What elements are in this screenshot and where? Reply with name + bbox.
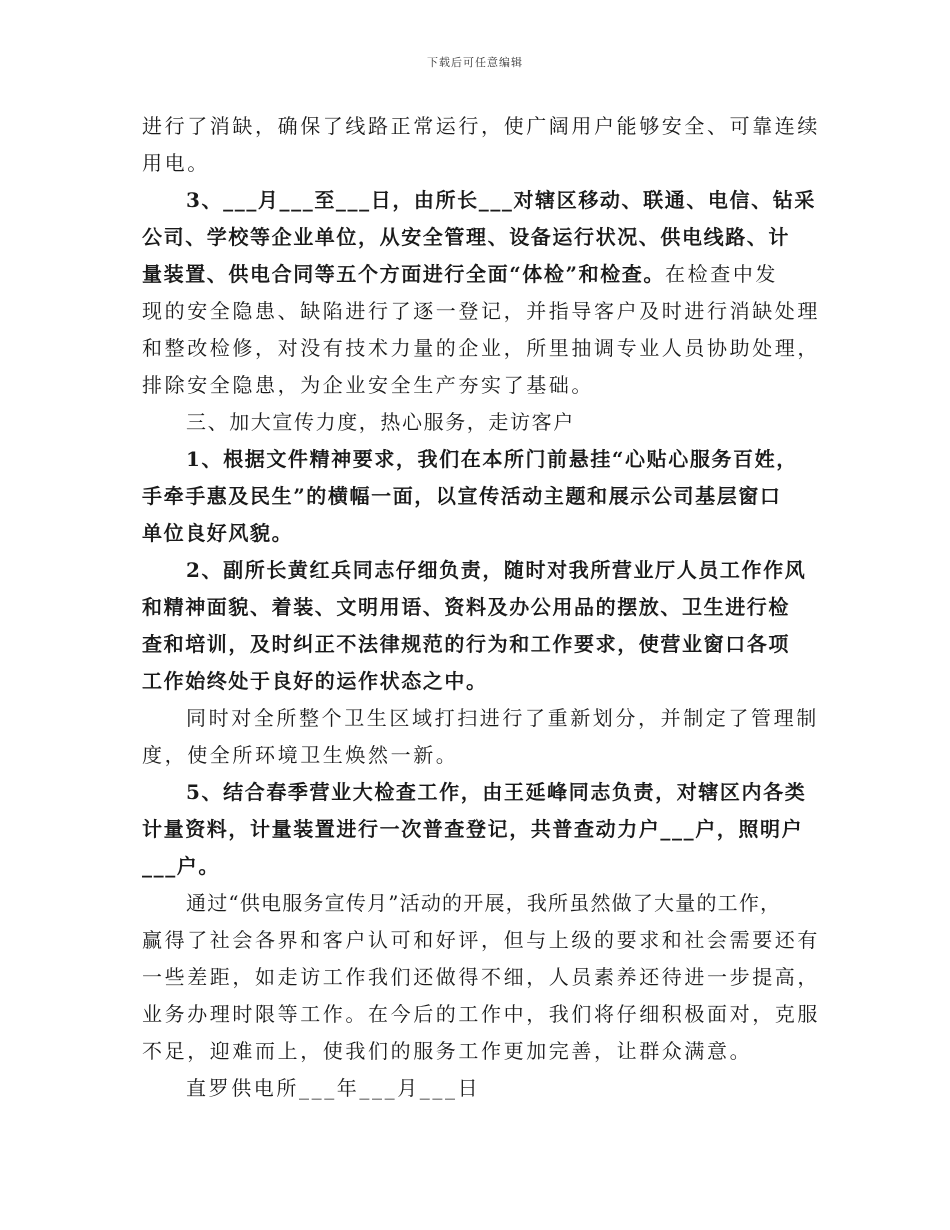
paragraph-line: 度，使全所环境卫生焕然一新。 — [142, 743, 459, 767]
paragraph-line: 排除安全隐患，为企业安全生产夯实了基础。 — [142, 373, 594, 397]
paragraph-line: 工作始终处于良好的运作状态之中。 — [142, 669, 488, 693]
paragraph-line: 用电。 — [142, 151, 210, 175]
bold-text: 量装置、供电合同等五个方面进行全面“体检”和检查。 — [142, 262, 666, 286]
paragraph-line: 通过“供电服务宣传月”活动的开展，我所虽然做了大量的工作， — [186, 891, 782, 915]
document-body — [142, 108, 820, 1107]
paragraph-line: 不足，迎难而上，使我们的服务工作更加完善，让群众满意。 — [142, 1039, 753, 1063]
paragraph-line: 公司、学校等企业单位，从安全管理、设备运行状况、供电线路、计 — [142, 225, 790, 249]
paragraph-line: ___户。 — [142, 854, 220, 878]
paragraph-line: 单位良好风貌。 — [142, 521, 294, 545]
paragraph-line: 进行了消缺，确保了线路正常运行，使广阔用户能够安全、可靠连续 — [142, 114, 820, 138]
paragraph-line: 3、___月___至___日，由所长___对辖区移动、联通、电信、钻采 — [186, 188, 816, 212]
paragraph-line: 计量资料，计量装置进行一次普查登记，共普查动力户___户，照明户 — [142, 817, 804, 841]
paragraph-line: 和精神面貌、着装、文明用语、资料及办公用品的摆放、卫生进行检 — [142, 595, 790, 619]
paragraph-line: 业务办理时限等工作。在今后的工作中，我们将仔细积极面对，克服 — [142, 1002, 820, 1026]
paragraph-line: 1、根据文件精神要求，我们在本所门前悬挂“心贴心服务百姓， — [186, 447, 798, 471]
paragraph-line: 手牵手惠及民生”的横幅一面，以宣传活动主题和展示公司基层窗口 — [142, 484, 782, 508]
paragraph-line: 和整改检修，对没有技术力量的企业，所里抽调专业人员协助处理， — [142, 336, 820, 360]
page-header: 下载后可任意编辑 — [427, 56, 523, 69]
paragraph-line: 同时对全所整个卫生区域打扫进行了重新划分，并制定了管理制 — [186, 706, 819, 730]
paragraph-line: 一些差距，如走访工作我们还做得不细，人员素养还待进一步提高， — [142, 965, 820, 989]
paragraph-line — [142, 256, 810, 293]
normal-text: 在检查中发 — [665, 262, 779, 286]
paragraph-line: 2、副所长黄红兵同志仔细负责，随时对我所营业厅人员工作作风 — [186, 558, 807, 582]
paragraph-line: 赢得了社会各界和客户认可和好评，但与上级的要求和社会需要还有 — [142, 928, 820, 952]
paragraph-line: 现的安全隐患、缺陷进行了逐一登记，并指导客户及时进行消缺处理 — [142, 299, 820, 323]
signature-line: 直罗供电所___年___月___日 — [186, 1076, 481, 1100]
paragraph-line: 5、结合春季营业大检查工作，由王延峰同志负责，对辖区内各类 — [186, 780, 807, 804]
section-heading: 三、加大宣传力度，热心服务，走访客户 — [186, 410, 575, 434]
paragraph-line: 查和培训，及时纠正不法律规范的行为和工作要求，使营业窗口各项 — [142, 632, 790, 656]
